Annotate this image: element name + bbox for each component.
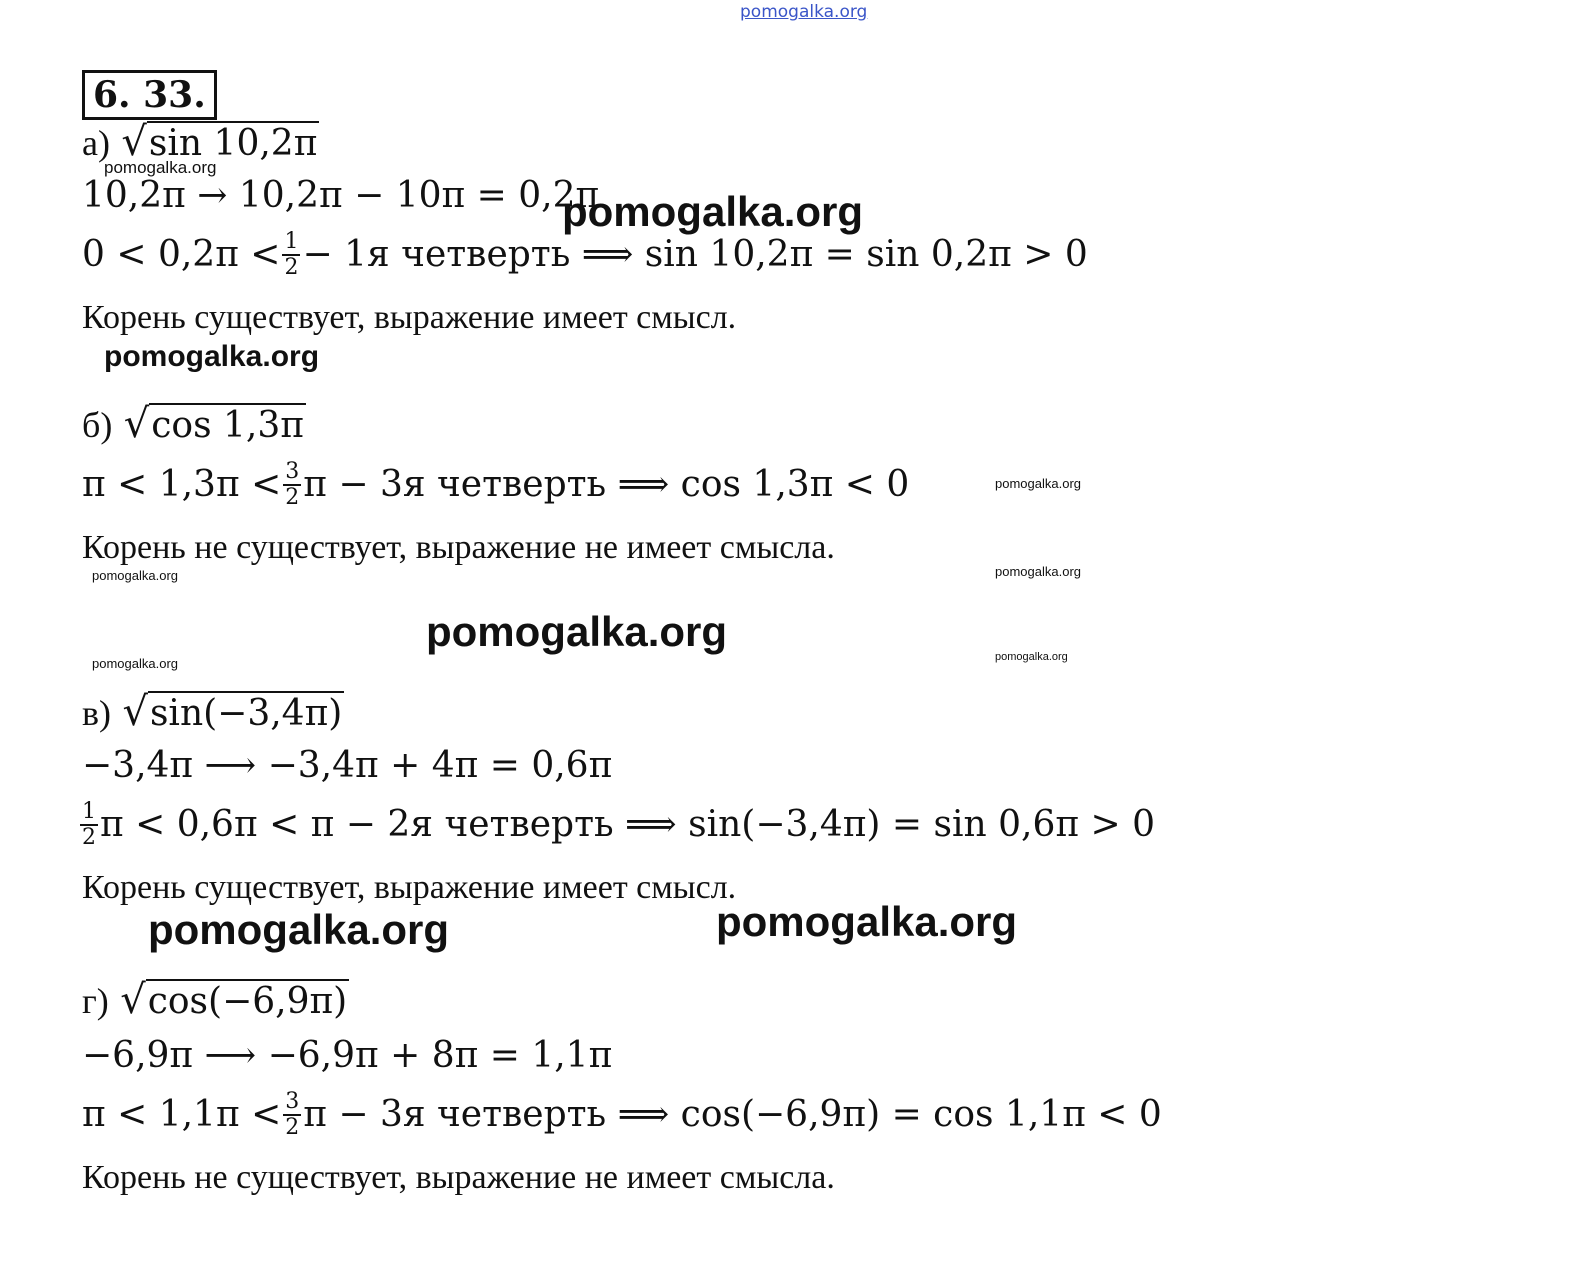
watermark-small: pomogalka.org — [995, 651, 1068, 663]
part-d-radicand: cos(−6,9π) — [147, 981, 348, 1022]
watermark-large: pomogalka.org — [426, 608, 728, 655]
fraction-denominator: 2 — [82, 825, 96, 850]
sqrt-symbol: √cos 1,3π — [123, 401, 304, 447]
part-c-conclusion: Корень существует, выражение имеет смысл. — [82, 869, 737, 906]
problem-number: 6. 33. — [82, 70, 217, 120]
sqrt-symbol: √cos(−6,9π) — [120, 977, 348, 1023]
part-c-radicand: sin(−3,4π) — [149, 693, 343, 734]
part-c-line1: −3,4π ⟶ −3,4π + 4π = 0,6π — [82, 745, 613, 786]
part-b-expression — [82, 402, 306, 448]
fraction — [283, 460, 301, 510]
fraction — [282, 230, 300, 280]
fraction-numerator: 3 — [285, 1089, 300, 1114]
part-b-conclusion: Корень не существует, выражение не имеет смысла. — [82, 529, 835, 566]
part-b-label: б) — [82, 405, 113, 445]
part-c-label: в) — [82, 693, 111, 733]
part-a-line2 — [82, 230, 1088, 280]
part-a-line1: 10,2π → 10,2π − 10π = 0,2π — [82, 175, 600, 216]
fraction-numerator: 1 — [82, 799, 96, 824]
part-a-radicand: sin 10,2π — [148, 123, 318, 164]
part-d-label: г) — [82, 981, 109, 1021]
watermark-medium: pomogalka.org — [104, 340, 320, 373]
site-watermark-link[interactable]: pomogalka.org — [740, 2, 868, 22]
fraction-numerator: 1 — [284, 229, 299, 254]
part-d-line1: −6,9π ⟶ −6,9π + 8π = 1,1π — [82, 1035, 613, 1076]
part-b-line2 — [82, 460, 909, 510]
part-c-line2-post: π < 0,6π < π − 2я четверть ⟹ sin(−3,4π) = sin 0,6π > 0 — [100, 804, 1155, 845]
watermark-small: pomogalka.org — [92, 656, 178, 671]
part-b-line2-post: π − 3я четверть ⟹ cos 1,3π < 0 — [303, 464, 910, 505]
part-d-conclusion: Корень не существует, выражение не имеет смысла. — [82, 1159, 835, 1196]
part-a-line2-pre: 0 < 0,2π < — [82, 234, 281, 275]
part-a-line2-post: − 1я четверть ⟹ sin 10,2π = sin 0,2π > 0 — [302, 234, 1088, 275]
watermark-large: pomogalka.org — [716, 898, 1018, 945]
part-b-line2-pre: π < 1,3π < — [82, 464, 282, 505]
watermark-small: pomogalka.org — [995, 476, 1081, 491]
part-c-expression — [82, 690, 344, 736]
part-d-expression — [82, 978, 349, 1024]
fraction-denominator: 2 — [285, 485, 300, 510]
watermark-small: pomogalka.org — [995, 564, 1081, 579]
fraction — [80, 800, 98, 850]
fraction-denominator: 2 — [284, 255, 299, 280]
sqrt-symbol: √sin(−3,4π) — [122, 689, 343, 735]
sqrt-symbol: √sin 10,2π — [121, 119, 318, 165]
part-c-line2 — [78, 800, 1155, 850]
fraction — [283, 1090, 301, 1140]
part-a-label: а) — [82, 123, 110, 163]
part-d-line2-pre: π < 1,1π < — [82, 1094, 282, 1135]
watermark-small: pomogalka.org — [104, 158, 217, 177]
part-a-conclusion: Корень существует, выражение имеет смысл. — [82, 299, 737, 336]
fraction-denominator: 2 — [285, 1115, 300, 1140]
part-d-line2-post: π − 3я четверть ⟹ cos(−6,9π) = cos 1,1π < 0 — [303, 1094, 1162, 1135]
fraction-numerator: 3 — [285, 459, 300, 484]
watermark-small: pomogalka.org — [92, 568, 178, 583]
watermark-large: pomogalka.org — [148, 906, 450, 953]
watermark-large: pomogalka.org — [562, 188, 864, 235]
part-d-line2 — [82, 1090, 1162, 1140]
part-b-radicand: cos 1,3π — [151, 405, 304, 446]
